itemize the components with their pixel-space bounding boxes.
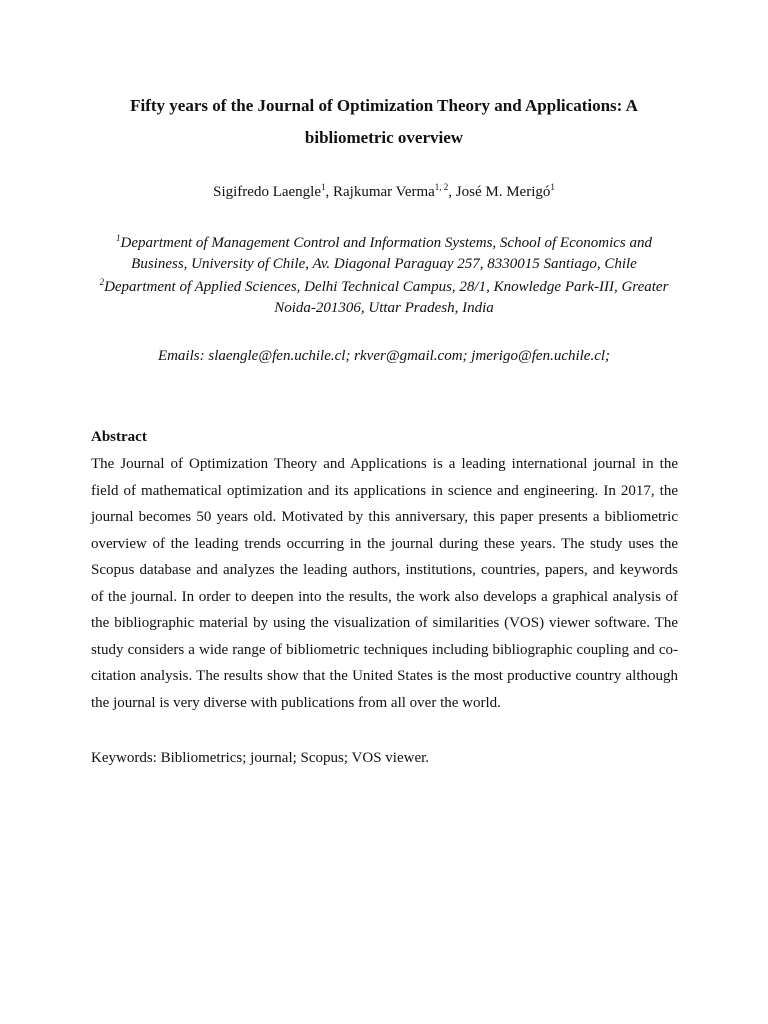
author-affiliation-marker: 1 — [550, 182, 555, 192]
abstract-line: journal becomes 50 years old. Motivated by this anniversary, this paper presents a bibliometric — [91, 509, 678, 525]
abstract-line: the bibliographic material by using the visualization of similarities (VOS) viewer software. The — [91, 615, 678, 631]
abstract-body — [91, 451, 678, 716]
author-affiliation-marker: 1 — [321, 182, 326, 192]
paper-title-line-2: bibliometric overview — [304, 128, 464, 147]
abstract-line: The Journal of Optimization Theory and Applications is a leading international journal in the — [91, 456, 678, 472]
abstract-line: field of mathematical optimization and its applications in science and engineering. In 2017, the — [91, 482, 678, 499]
contact-emails: Emails: slaengle@fen.uchile.cl; rkver@gmail.com; jmerigo@fen.uchile.cl; — [157, 348, 611, 364]
abstract-line: Scopus database and analyzes the leading authors, institutions, countries, papers, and keywords — [91, 562, 678, 578]
keywords: Keywords: Bibliometrics; journal; Scopus; VOS viewer. — [91, 750, 430, 766]
affiliation-marker: 2 — [99, 277, 105, 287]
affiliation-line: Department of Applied Sciences, Delhi Technical Campus, 28/1, Knowledge Park-III, Greater — [104, 279, 669, 295]
author-name: Sigifredo Laengle — [213, 184, 322, 200]
author-name: Rajkumar Verma — [333, 184, 435, 200]
abstract-line: overview of the leading trends occurring in the journal during these years. The study uses the — [91, 535, 678, 552]
abstract-line: of the journal. In order to deepen into the results, the work also develops a graphical analysis of — [91, 588, 678, 605]
affiliation-line: Business, University of Chile, Av. Diagonal Paraguay 257, 8330015 Santiago, Chile — [131, 256, 637, 272]
affiliation-marker: 1 — [116, 233, 121, 243]
abstract-line: citation analysis. The results show that the United States is the most productive country although — [91, 668, 678, 684]
affiliation-2 — [90, 277, 678, 319]
affiliation-1 — [90, 233, 678, 275]
author-name: José M. Merigó — [455, 184, 551, 200]
paper-title — [90, 90, 678, 154]
affiliation-line: Department of Management Control and Information Systems, School of Economics and — [120, 235, 652, 251]
abstract-line: the journal is very diverse with publications from all over the world. — [91, 694, 501, 711]
affiliation-line: Noida-201306, Uttar Pradesh, India — [274, 300, 494, 316]
paper-title-line-1: Fifty years of the Journal of Optimization Theory and Applications: A — [130, 96, 638, 115]
author-list: Sigifredo Laengle$^1$, Rajkumar Verma$^{1, 2}$, José M. Merigó$^1$ — [213, 182, 555, 200]
abstract-line: study considers a wide range of bibliometric techniques including bibliographic coupling and co- — [91, 641, 678, 658]
abstract-heading: Abstract — [91, 429, 147, 445]
author-affiliation-marker: 1, 2 — [434, 182, 449, 192]
